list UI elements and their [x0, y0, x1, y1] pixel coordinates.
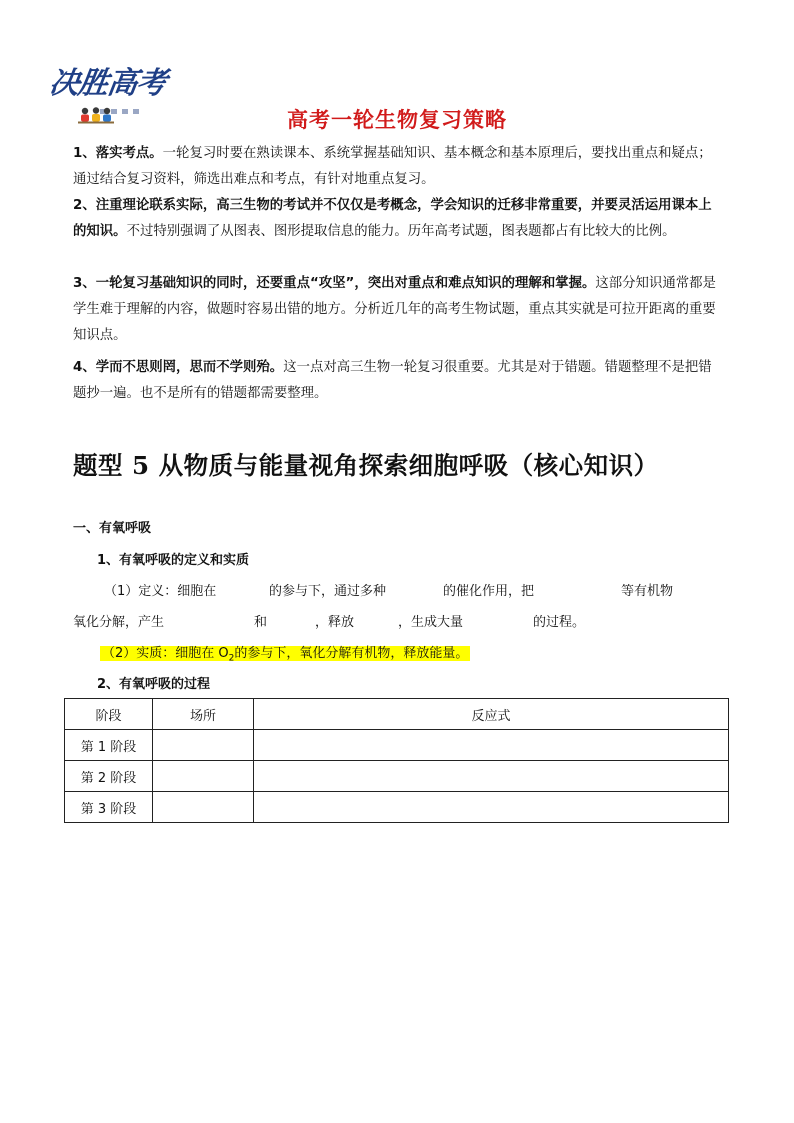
reaction-cell[interactable]: [254, 792, 729, 823]
strategy-text: 一轮复习时要在熟读课本、系统掌握基础知识、基本概念和基本原理后，要找出重点和疑点；通过结合复习资料，筛选出难点和考点，有针对地重点复习。: [73, 146, 712, 187]
header-reaction: 反应式: [254, 699, 729, 730]
essence-subscript: 2: [228, 653, 235, 664]
stage-cell: 第 2 阶段: [65, 761, 153, 792]
strategy-paragraph: [73, 355, 723, 407]
definition-line-1c: 的催化作用，把: [443, 584, 535, 599]
header-stage: 阶段: [65, 699, 153, 730]
reaction-cell[interactable]: [254, 761, 729, 792]
strategy-heading: 学而不思则罔，思而不学则殆。: [95, 360, 284, 375]
place-cell[interactable]: [153, 761, 254, 792]
logo-text: 决胜高考: [47, 66, 168, 101]
stage-cell: 第 1 阶段: [65, 730, 153, 761]
place-cell[interactable]: [153, 730, 254, 761]
table-row: [65, 792, 729, 823]
strategy-number: 3、: [73, 276, 96, 291]
subsection-heading: 2、有氧呼吸的过程: [97, 677, 211, 692]
definition-line-1a: （1）定义：细胞在: [104, 584, 217, 599]
table-row: [65, 761, 729, 792]
section-title: 题型 5 从物质与能量视角探索细胞呼吸（核心知识）: [73, 451, 659, 480]
table-row: [65, 730, 729, 761]
strategy-heading: 一轮复习基础知识的同时，还要重点“攻坚”，突出对重点和难点知识的理解和掌握。: [95, 276, 596, 291]
definition-line-2d: ，生成大量: [398, 615, 464, 630]
definition-line-2b: 和: [254, 615, 268, 630]
strategy-paragraph: [73, 141, 723, 193]
strategy-number: 1、: [73, 146, 96, 161]
strategy-text: 不过特别强调了从图表、图形提取信息的能力。历年高考试题，图表题都占有比较大的比例。: [126, 224, 676, 239]
reaction-cell[interactable]: [254, 730, 729, 761]
header-place: 场所: [153, 699, 254, 730]
strategy-number: 4、: [73, 360, 96, 375]
table-header-row: [65, 699, 729, 730]
strategy-text: 这一点对高三生物一轮复习很重要。尤其是对于错题。错题整理不是把错题抄一遍。也不是所有的错题都需要整理。: [73, 360, 712, 401]
essence-post: 的参与下，氧化分解有机物，释放能量。: [234, 646, 469, 661]
stage-cell: 第 3 阶段: [65, 792, 153, 823]
definition-line-1b: 的参与下，通过多种: [269, 584, 387, 599]
strategy-heading: 注重理论联系实际，高三生物的考试并不仅仅是考概念，学会知识的迁移非常重要，并要灵活运用课本上的知识。: [73, 198, 712, 239]
strategy-text: 这部分知识通常都是学生难于理解的内容，做题时容易出错的地方。分析近几年的高考生物试题，重点其实就是可拉开距离的重要知识点。: [73, 276, 716, 343]
strategy-number: 2、: [73, 198, 96, 213]
page-title: 高考一轮生物复习策略: [287, 108, 507, 132]
essence-line: [100, 642, 470, 664]
subsection-heading: 1、有氧呼吸的定义和实质: [97, 553, 250, 568]
essence-pre: （2）实质：细胞在 O: [102, 646, 229, 661]
part-heading: 一、有氧呼吸: [73, 521, 152, 536]
respiration-process-table: [64, 698, 729, 823]
strategy-heading: 落实考点。: [95, 146, 163, 161]
place-cell[interactable]: [153, 792, 254, 823]
strategy-paragraph: [73, 193, 723, 245]
strategy-paragraph: [73, 271, 723, 349]
definition-line-1d: 等有机物: [621, 584, 674, 599]
definition-line-2a: 氧化分解，产生: [73, 615, 165, 630]
definition-line-2e: 的过程。: [533, 615, 586, 630]
definition-line-2c: ，释放: [315, 615, 355, 630]
